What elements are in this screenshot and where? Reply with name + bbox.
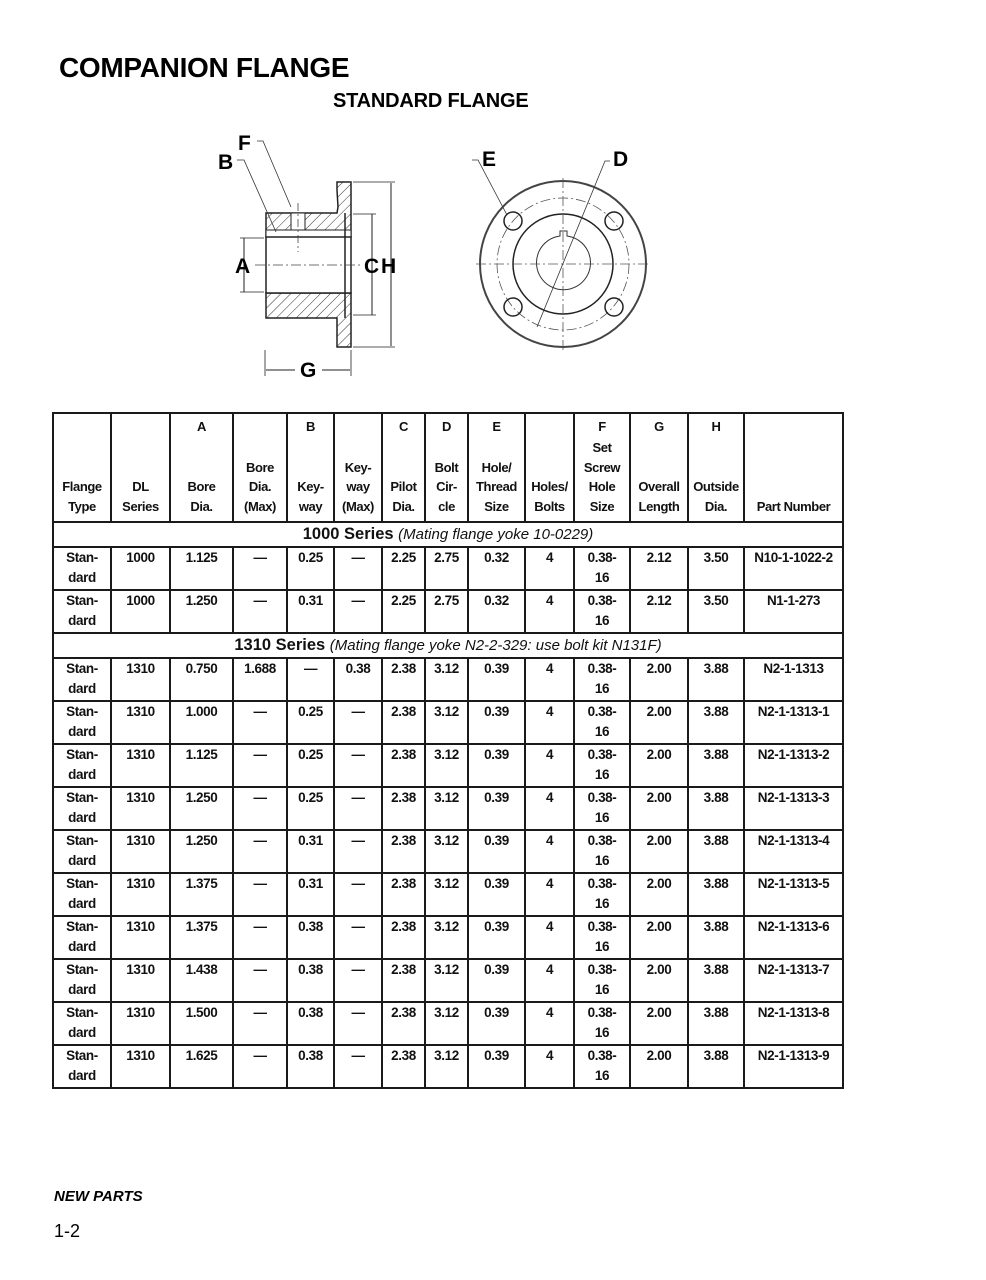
table-cell: — xyxy=(233,1045,287,1088)
table-cell: 1.500 xyxy=(170,1002,233,1045)
table-cell: — xyxy=(334,959,382,1002)
table-cell: 3.12 xyxy=(425,916,468,959)
table-cell: 1310 xyxy=(111,873,170,916)
table-cell: 2.00 xyxy=(630,1045,688,1088)
table-cell: 2.38 xyxy=(382,787,425,830)
table-cell: 0.38 xyxy=(287,1002,334,1045)
column-header xyxy=(170,413,233,522)
column-header xyxy=(53,413,111,522)
table-cell: 1.125 xyxy=(170,744,233,787)
dimension-letter xyxy=(335,417,381,437)
series-header-row xyxy=(53,633,843,658)
series-header-row xyxy=(53,522,843,547)
column-header xyxy=(468,413,525,522)
table-row xyxy=(53,590,843,633)
table-cell: 0.38- 16 xyxy=(574,590,630,633)
table-cell: Stan- dard xyxy=(53,590,111,633)
table-cell: 0.39 xyxy=(468,959,525,1002)
label-b: B xyxy=(218,151,234,174)
dimension-letter xyxy=(745,417,842,437)
table-cell: 2.00 xyxy=(630,959,688,1002)
table-cell: 4 xyxy=(525,787,574,830)
column-label: Key- way (Max) xyxy=(342,459,374,514)
table-cell: N2-1-1313-4 xyxy=(744,830,843,873)
table-cell: 0.38- 16 xyxy=(574,1002,630,1045)
table-row xyxy=(53,1002,843,1045)
table-cell: 0.25 xyxy=(287,744,334,787)
dimension-letter xyxy=(112,417,169,437)
column-header xyxy=(233,413,287,522)
table-cell: N2-1-1313-3 xyxy=(744,787,843,830)
table-cell: 0.38- 16 xyxy=(574,701,630,744)
table-cell: 2.38 xyxy=(382,1002,425,1045)
label-a: A xyxy=(235,255,251,278)
table-cell: — xyxy=(334,701,382,744)
table-cell: 0.39 xyxy=(468,830,525,873)
table-cell: 3.88 xyxy=(688,787,744,830)
column-label: Holes/ Bolts xyxy=(531,479,568,514)
flange-spec-table xyxy=(52,412,844,1089)
table-cell: 1.250 xyxy=(170,830,233,873)
table-cell: 4 xyxy=(525,547,574,590)
table-cell: 3.12 xyxy=(425,873,468,916)
table-cell: 4 xyxy=(525,959,574,1002)
table-cell: 2.12 xyxy=(630,590,688,633)
table-cell: 0.38- 16 xyxy=(574,658,630,701)
table-cell: 1000 xyxy=(111,547,170,590)
table-cell: 3.88 xyxy=(688,1045,744,1088)
table-row xyxy=(53,547,843,590)
table-cell: Stan- dard xyxy=(53,916,111,959)
table-cell: N2-1-1313-5 xyxy=(744,873,843,916)
table-cell: N2-1-1313-2 xyxy=(744,744,843,787)
column-label: Set Screw Hole Size xyxy=(583,440,621,514)
column-header xyxy=(334,413,382,522)
table-cell: Stan- dard xyxy=(53,959,111,1002)
table-cell: Stan- dard xyxy=(53,1002,111,1045)
table-cell: 1.625 xyxy=(170,1045,233,1088)
table-cell: 2.75 xyxy=(425,590,468,633)
dimension-letter: B xyxy=(306,419,315,434)
table-cell: 0.39 xyxy=(468,916,525,959)
table-row xyxy=(53,873,843,916)
table-cell: 0.39 xyxy=(468,658,525,701)
table-cell: — xyxy=(233,744,287,787)
column-label: DL Series xyxy=(122,479,159,514)
table-row xyxy=(53,916,843,959)
column-label: Key- way xyxy=(297,479,324,514)
label-e: E xyxy=(482,148,497,171)
column-header xyxy=(111,413,170,522)
table-cell: 1310 xyxy=(111,959,170,1002)
dimension-letter xyxy=(234,417,286,437)
table-cell: 3.50 xyxy=(688,547,744,590)
table-cell: 4 xyxy=(525,1002,574,1045)
table-cell: — xyxy=(233,916,287,959)
flange-diagram xyxy=(0,0,986,400)
label-f: F xyxy=(238,132,251,155)
table-cell: 1310 xyxy=(111,744,170,787)
table-cell: N2-1-1313-6 xyxy=(744,916,843,959)
table-cell: N2-1-1313-7 xyxy=(744,959,843,1002)
footer-label: NEW PARTS xyxy=(54,1188,143,1205)
table-cell: 4 xyxy=(525,830,574,873)
column-header xyxy=(744,413,843,522)
table-cell: Stan- dard xyxy=(53,701,111,744)
table-cell: 4 xyxy=(525,744,574,787)
table-cell: 2.38 xyxy=(382,916,425,959)
table-cell: 2.25 xyxy=(382,590,425,633)
table-cell: Stan- dard xyxy=(53,830,111,873)
table-cell: — xyxy=(233,701,287,744)
table-cell: N2-1-1313 xyxy=(744,658,843,701)
table-cell: — xyxy=(233,590,287,633)
side-section-view xyxy=(218,132,396,382)
table-cell: 2.38 xyxy=(382,658,425,701)
column-header xyxy=(287,413,334,522)
table-cell: 1310 xyxy=(111,916,170,959)
column-header xyxy=(525,413,574,522)
table-cell: 2.00 xyxy=(630,830,688,873)
dimension-letter: G xyxy=(654,419,664,434)
table-cell: — xyxy=(233,959,287,1002)
table-cell: — xyxy=(233,873,287,916)
label-h: H xyxy=(381,255,397,278)
table-cell: 1310 xyxy=(111,1045,170,1088)
table-cell: 3.12 xyxy=(425,701,468,744)
table-cell: 1.250 xyxy=(170,787,233,830)
table-cell: — xyxy=(334,744,382,787)
table-cell: — xyxy=(334,787,382,830)
table-row xyxy=(53,830,843,873)
table-cell: 2.25 xyxy=(382,547,425,590)
table-cell: 1.688 xyxy=(233,658,287,701)
table-cell: 2.75 xyxy=(425,547,468,590)
table-cell: 0.31 xyxy=(287,873,334,916)
table-cell: Stan- dard xyxy=(53,873,111,916)
table-cell: 2.00 xyxy=(630,1002,688,1045)
table-cell: — xyxy=(334,590,382,633)
table-cell: 2.38 xyxy=(382,701,425,744)
table-cell: Stan- dard xyxy=(53,787,111,830)
table-cell: 3.88 xyxy=(688,830,744,873)
table-cell: 0.38- 16 xyxy=(574,959,630,1002)
table-cell: 1.438 xyxy=(170,959,233,1002)
table-cell: Stan- dard xyxy=(53,1045,111,1088)
series-name: 1310 Series xyxy=(234,636,326,654)
column-label: Flange Type xyxy=(62,479,102,514)
dimension-letter: F xyxy=(598,419,606,434)
table-cell: 0.31 xyxy=(287,590,334,633)
table-cell: 3.12 xyxy=(425,959,468,1002)
table-cell: 1310 xyxy=(111,658,170,701)
table-cell: 1310 xyxy=(111,1002,170,1045)
page-title: COMPANION FLANGE xyxy=(59,52,350,83)
column-label: Bolt Cir- cle xyxy=(434,459,459,514)
series-name: 1000 Series xyxy=(302,525,394,543)
label-d: D xyxy=(613,148,629,171)
table-cell: 4 xyxy=(525,590,574,633)
table-cell: — xyxy=(334,916,382,959)
table-cell: N10-1-1022-2 xyxy=(744,547,843,590)
column-label: Hole/ Thread Size xyxy=(476,459,517,514)
table-cell: 0.25 xyxy=(287,787,334,830)
dimension-letter: H xyxy=(711,419,721,434)
table-cell: 2.00 xyxy=(630,873,688,916)
table-cell: 0.32 xyxy=(468,590,525,633)
table-cell: 0.38 xyxy=(287,916,334,959)
table-cell: 2.38 xyxy=(382,744,425,787)
table-cell: 0.39 xyxy=(468,1002,525,1045)
table-cell: Stan- dard xyxy=(53,658,111,701)
column-header xyxy=(630,413,688,522)
table-row xyxy=(53,787,843,830)
table-cell: 3.50 xyxy=(688,590,744,633)
table-cell: 3.12 xyxy=(425,658,468,701)
table-row xyxy=(53,658,843,701)
column-label: Overall Length xyxy=(638,479,680,514)
label-c: C xyxy=(364,255,380,278)
table-cell: 2.38 xyxy=(382,959,425,1002)
table-cell: 3.88 xyxy=(688,744,744,787)
dimension-letter: D xyxy=(442,419,451,434)
table-cell: N2-1-1313-8 xyxy=(744,1002,843,1045)
table-cell: 0.38- 16 xyxy=(574,830,630,873)
table-cell: 0.32 xyxy=(468,547,525,590)
table-cell: 0.38 xyxy=(287,959,334,1002)
table-cell: 1310 xyxy=(111,701,170,744)
table-row xyxy=(53,1045,843,1088)
table-cell: 4 xyxy=(525,1045,574,1088)
dimension-letter xyxy=(54,417,110,437)
table-cell: — xyxy=(233,830,287,873)
column-header xyxy=(688,413,744,522)
table-cell: — xyxy=(334,1045,382,1088)
table-cell: 1.375 xyxy=(170,873,233,916)
table-cell: Stan- dard xyxy=(53,744,111,787)
column-label: Pilot Dia. xyxy=(390,479,417,514)
table-cell: 0.39 xyxy=(468,701,525,744)
table-cell: — xyxy=(334,547,382,590)
table-cell: Stan- dard xyxy=(53,547,111,590)
column-label: Part Number xyxy=(756,498,831,514)
table-cell: 1310 xyxy=(111,787,170,830)
dimension-letter: C xyxy=(399,419,408,434)
table-cell: 3.88 xyxy=(688,1002,744,1045)
table-cell: N2-1-1313-1 xyxy=(744,701,843,744)
table-cell: — xyxy=(233,1002,287,1045)
table-cell: 4 xyxy=(525,873,574,916)
table-cell: — xyxy=(334,1002,382,1045)
dimension-letter: E xyxy=(492,419,501,434)
dimension-letter xyxy=(526,417,573,437)
table-cell: 0.38- 16 xyxy=(574,873,630,916)
table-cell: 0.38- 16 xyxy=(574,787,630,830)
table-cell: 0.39 xyxy=(468,1045,525,1088)
table-cell: 1.000 xyxy=(170,701,233,744)
table-cell: 0.750 xyxy=(170,658,233,701)
table-cell: 3.12 xyxy=(425,787,468,830)
table-cell: 0.38- 16 xyxy=(574,1045,630,1088)
table-cell: 0.38- 16 xyxy=(574,916,630,959)
table-cell: 3.88 xyxy=(688,873,744,916)
table-cell: 3.88 xyxy=(688,658,744,701)
table-row xyxy=(53,744,843,787)
column-label: Bore Dia. xyxy=(187,479,216,514)
table-cell: — xyxy=(233,547,287,590)
column-label: Outside Dia. xyxy=(693,479,739,514)
table-cell: — xyxy=(334,873,382,916)
label-g: G xyxy=(300,359,317,382)
table-cell: 3.88 xyxy=(688,959,744,1002)
column-header xyxy=(574,413,630,522)
table-cell: 0.38 xyxy=(334,658,382,701)
table-cell: — xyxy=(233,787,287,830)
table-cell: 2.38 xyxy=(382,830,425,873)
table-cell: N2-1-1313-9 xyxy=(744,1045,843,1088)
table-cell: 0.25 xyxy=(287,701,334,744)
table-header-row xyxy=(53,413,843,522)
table-cell: 2.00 xyxy=(630,787,688,830)
table-cell: 0.31 xyxy=(287,830,334,873)
series-note: (Mating flange yoke 10-0229) xyxy=(398,526,594,543)
table-cell: 3.88 xyxy=(688,916,744,959)
column-header xyxy=(382,413,425,522)
table-cell: 0.39 xyxy=(468,873,525,916)
table-row xyxy=(53,959,843,1002)
table-cell: — xyxy=(334,830,382,873)
table-cell: 0.39 xyxy=(468,787,525,830)
table-cell: 1.375 xyxy=(170,916,233,959)
table-cell: 2.38 xyxy=(382,873,425,916)
table-cell: 2.00 xyxy=(630,658,688,701)
table-cell: 3.12 xyxy=(425,1002,468,1045)
table-cell: 3.12 xyxy=(425,830,468,873)
table-cell: 1310 xyxy=(111,830,170,873)
table-cell: 0.38- 16 xyxy=(574,744,630,787)
table-cell: — xyxy=(287,658,334,701)
table-cell: 4 xyxy=(525,701,574,744)
table-row xyxy=(53,701,843,744)
table-cell: 2.12 xyxy=(630,547,688,590)
series-note: (Mating flange yoke N2-2-329: use bolt kit N131F) xyxy=(329,637,662,654)
table-cell: 1000 xyxy=(111,590,170,633)
table-cell: 0.39 xyxy=(468,744,525,787)
table-cell: 1.125 xyxy=(170,547,233,590)
table-cell: 0.38 xyxy=(287,1045,334,1088)
page-number: 1-2 xyxy=(54,1221,81,1241)
table-cell: 4 xyxy=(525,658,574,701)
table-cell: 3.12 xyxy=(425,1045,468,1088)
table-cell: 2.00 xyxy=(630,744,688,787)
table-cell: 0.25 xyxy=(287,547,334,590)
table-cell: 3.88 xyxy=(688,701,744,744)
table-cell: 2.00 xyxy=(630,916,688,959)
table-cell: N1-1-273 xyxy=(744,590,843,633)
column-header xyxy=(425,413,468,522)
table-cell: 3.12 xyxy=(425,744,468,787)
table-cell: 0.38- 16 xyxy=(574,547,630,590)
table-cell: 1.250 xyxy=(170,590,233,633)
page-subtitle: STANDARD FLANGE xyxy=(333,90,529,112)
table-cell: 4 xyxy=(525,916,574,959)
column-label: Bore Dia. (Max) xyxy=(244,459,276,514)
dimension-letter: A xyxy=(197,419,206,434)
table-cell: 2.38 xyxy=(382,1045,425,1088)
end-view xyxy=(472,148,650,350)
table-cell: 2.00 xyxy=(630,701,688,744)
